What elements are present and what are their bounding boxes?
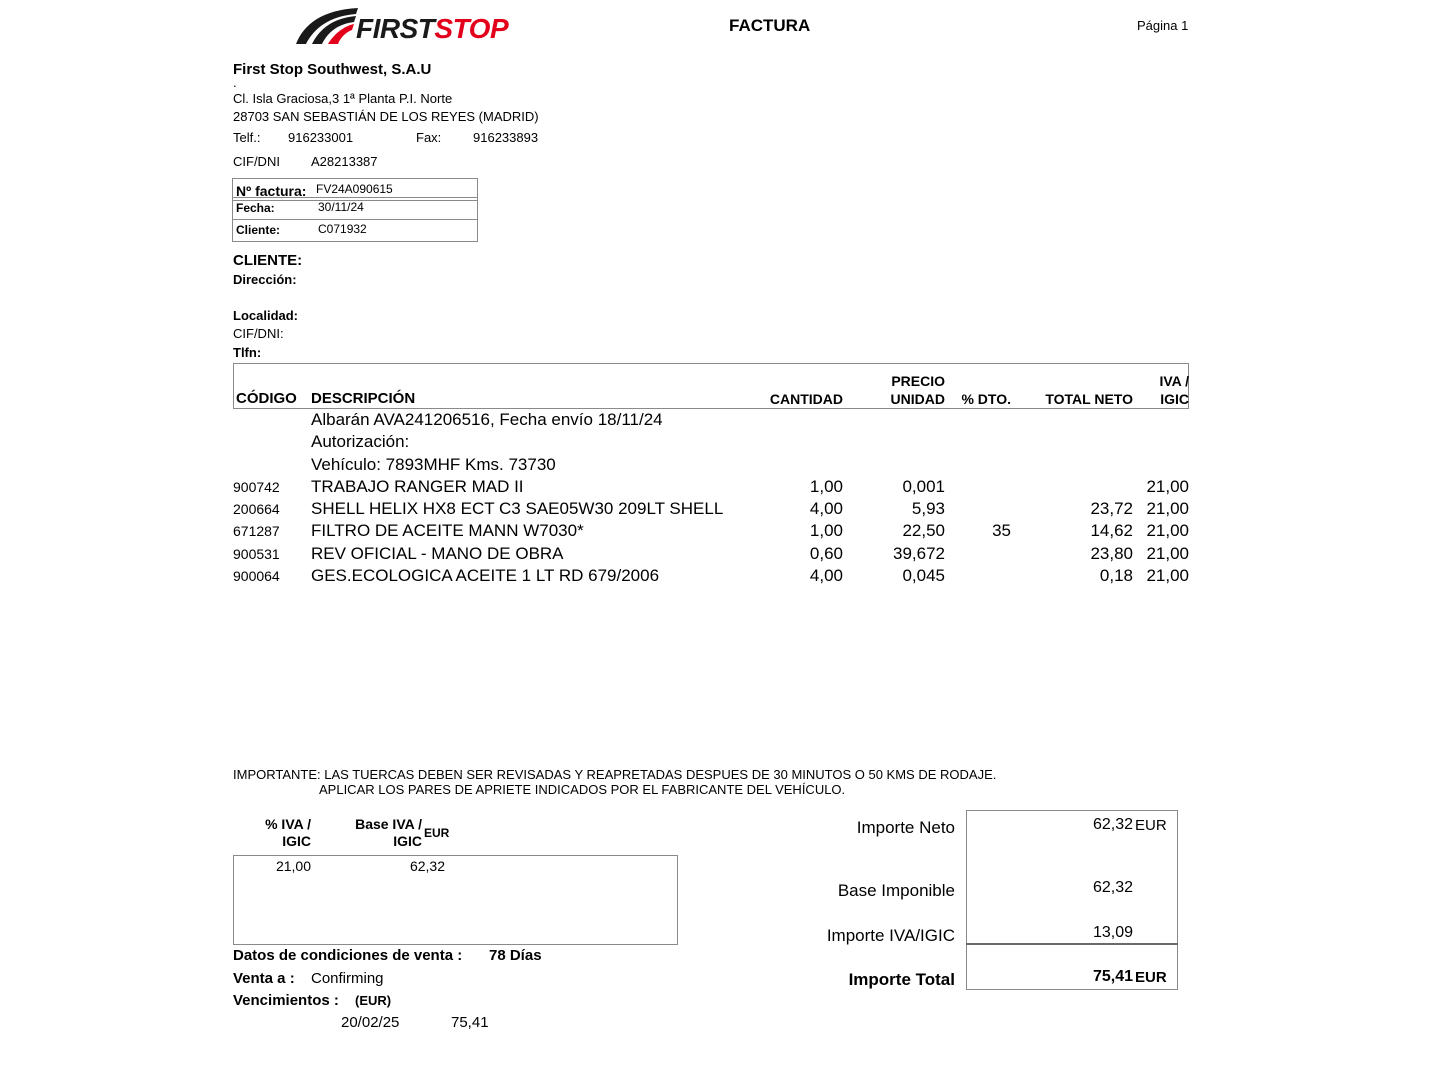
- row-price: 0,045: [902, 566, 945, 585]
- row-net: 23,72: [1090, 499, 1133, 518]
- notice-line-1: IMPORTANTE: LAS TUERCAS DEBEN SER REVISADAS Y REAPRETADAS DESPUES DE 30 MINUTOS O 50 KMS DE RODAJE.: [233, 767, 997, 782]
- row-description: GES.ECOLOGICA ACEITE 1 LT RD 679/2006: [311, 566, 660, 585]
- row-discount: 35: [992, 521, 1011, 540]
- row-description: SHELL HELIX HX8 ECT C3 SAE05W30 209LT SHELL: [311, 499, 724, 518]
- notice-line-2: APLICAR LOS PARES DE APRIETE INDICADOS POR EL FABRICANTE DEL VEHÍCULO.: [319, 782, 846, 797]
- vat-pct-header-1: % IVA /: [265, 816, 311, 832]
- document-title: FACTURA: [729, 16, 811, 35]
- sale-label: Venta a :: [233, 970, 295, 987]
- vat-eur-label: EUR: [424, 826, 450, 840]
- sale-value: Confirming: [311, 970, 384, 987]
- vat-base-header-2: IGIC: [393, 833, 422, 849]
- row-quantity: 1,00: [809, 521, 843, 540]
- company-cif-label: CIF/DNI: [233, 154, 280, 169]
- page-number: Página 1: [1137, 18, 1189, 33]
- row-quantity: 1,00: [809, 477, 843, 496]
- col-description-header: DESCRIPCIÓN: [311, 390, 416, 407]
- company-tel: 916233001: [288, 130, 354, 145]
- vat-amount-value: 13,09: [1092, 924, 1133, 941]
- vat-pct-value: 21,00: [275, 858, 311, 874]
- col-vat-header-1: IVA /: [1159, 373, 1189, 389]
- row-quantity: 4,00: [809, 566, 843, 585]
- row-quantity: 0,60: [809, 544, 843, 563]
- company-fax-label: Fax:: [416, 130, 442, 145]
- invoice-number-label: Nº factura:: [236, 183, 307, 199]
- row-description: TRABAJO RANGER MAD II: [311, 477, 524, 496]
- customer-address-label: Dirección:: [233, 272, 297, 287]
- row-net: 0,18: [1099, 566, 1133, 585]
- net-value: 62,32: [1092, 816, 1133, 833]
- invoice-client-label: Cliente:: [236, 223, 281, 237]
- row-net: 23,80: [1090, 544, 1133, 563]
- info-line-delivery: Albarán AVA241206516, Fecha envío 18/11/24: [311, 410, 663, 429]
- divider: [232, 219, 478, 220]
- col-price-header-1: PRECIO: [891, 373, 945, 389]
- row-quantity: 4,00: [809, 499, 843, 518]
- customer-locality-label: Localidad:: [233, 308, 299, 323]
- customer-phone-label: Tlfn:: [233, 345, 262, 360]
- row-code: 200664: [233, 501, 280, 517]
- conditions-label: Datos de condiciones de venta :: [233, 947, 463, 964]
- company-dot: .: [233, 75, 237, 90]
- net-currency: EUR: [1135, 817, 1167, 834]
- row-price: 0,001: [902, 477, 945, 496]
- first-stop-logo: [294, 6, 516, 46]
- vat-pct-header-2: IGIC: [282, 833, 311, 849]
- company-name: First Stop Southwest, S.A.U: [233, 61, 432, 78]
- total-label: Importe Total: [848, 970, 955, 989]
- vat-amount-label: Importe IVA/IGIC: [826, 926, 955, 945]
- row-vat: 21,00: [1146, 566, 1189, 585]
- col-price-header-2: UNIDAD: [890, 391, 945, 407]
- company-address: Cl. Isla Graciosa,3 1ª Planta P.I. Norte: [233, 91, 453, 106]
- row-code: 900531: [233, 546, 280, 562]
- base-label: Base Imponible: [837, 881, 955, 900]
- col-net-header: TOTAL NETO: [1045, 391, 1133, 407]
- due-currency: (EUR): [355, 993, 392, 1008]
- total-currency: EUR: [1135, 969, 1167, 986]
- row-vat: 21,00: [1146, 544, 1189, 563]
- row-vat: 21,00: [1146, 521, 1189, 540]
- row-net: 14,62: [1090, 521, 1133, 540]
- row-vat: 21,00: [1146, 499, 1189, 518]
- invoice-date: 30/11/24: [318, 200, 364, 214]
- total-value: 75,41: [1092, 968, 1133, 985]
- vat-base-value: 62,32: [409, 858, 445, 874]
- row-price: 5,93: [911, 499, 945, 518]
- invoice-number: FV24A090615: [316, 182, 393, 196]
- company-fax: 916233893: [473, 130, 539, 145]
- customer-title: CLIENTE:: [233, 252, 303, 269]
- company-city: 28703 SAN SEBASTIÁN DE LOS REYES (MADRID): [233, 109, 539, 124]
- col-quantity-header: CANTIDAD: [769, 391, 843, 407]
- invoice-client: C071932: [318, 222, 367, 236]
- totals-box: [966, 810, 1178, 990]
- net-label: Importe Neto: [856, 818, 955, 837]
- col-discount-header: % DTO.: [961, 391, 1011, 407]
- logo-first-text: FIRST: [356, 13, 435, 44]
- base-value: 62,32: [1092, 879, 1133, 896]
- company-tel-label: Telf.:: [233, 130, 261, 145]
- row-price: 22,50: [902, 521, 945, 540]
- col-code-header: CÓDIGO: [236, 390, 297, 407]
- logo-swoosh-icon: [294, 6, 360, 46]
- row-code: 900742: [233, 479, 280, 495]
- row-code: 671287: [233, 523, 280, 539]
- company-cif: A28213387: [311, 154, 378, 169]
- row-vat: 21,00: [1146, 477, 1189, 496]
- due-label: Vencimientos :: [233, 992, 339, 1009]
- row-price: 39,672: [893, 544, 945, 563]
- row-description: REV OFICIAL - MANO DE OBRA: [311, 544, 564, 563]
- row-code: 900064: [233, 568, 280, 584]
- conditions-value: 78 Días: [489, 947, 542, 964]
- divider: [966, 943, 1178, 945]
- due-amount: 75,41: [451, 1014, 489, 1031]
- row-description: FILTRO DE ACEITE MANN W7030*: [311, 521, 584, 540]
- info-line-vehicle: Vehículo: 7893MHF Kms. 73730: [311, 455, 556, 474]
- customer-cif-label: CIF/DNI:: [233, 326, 284, 341]
- vat-base-header-1: Base IVA /: [355, 816, 422, 832]
- invoice-date-label: Fecha:: [236, 201, 275, 215]
- due-date: 20/02/25: [341, 1014, 400, 1031]
- col-vat-header-2: IGIC: [1160, 391, 1189, 407]
- info-line-authorization: Autorización:: [311, 432, 410, 451]
- logo-stop-text: STOP: [434, 13, 509, 44]
